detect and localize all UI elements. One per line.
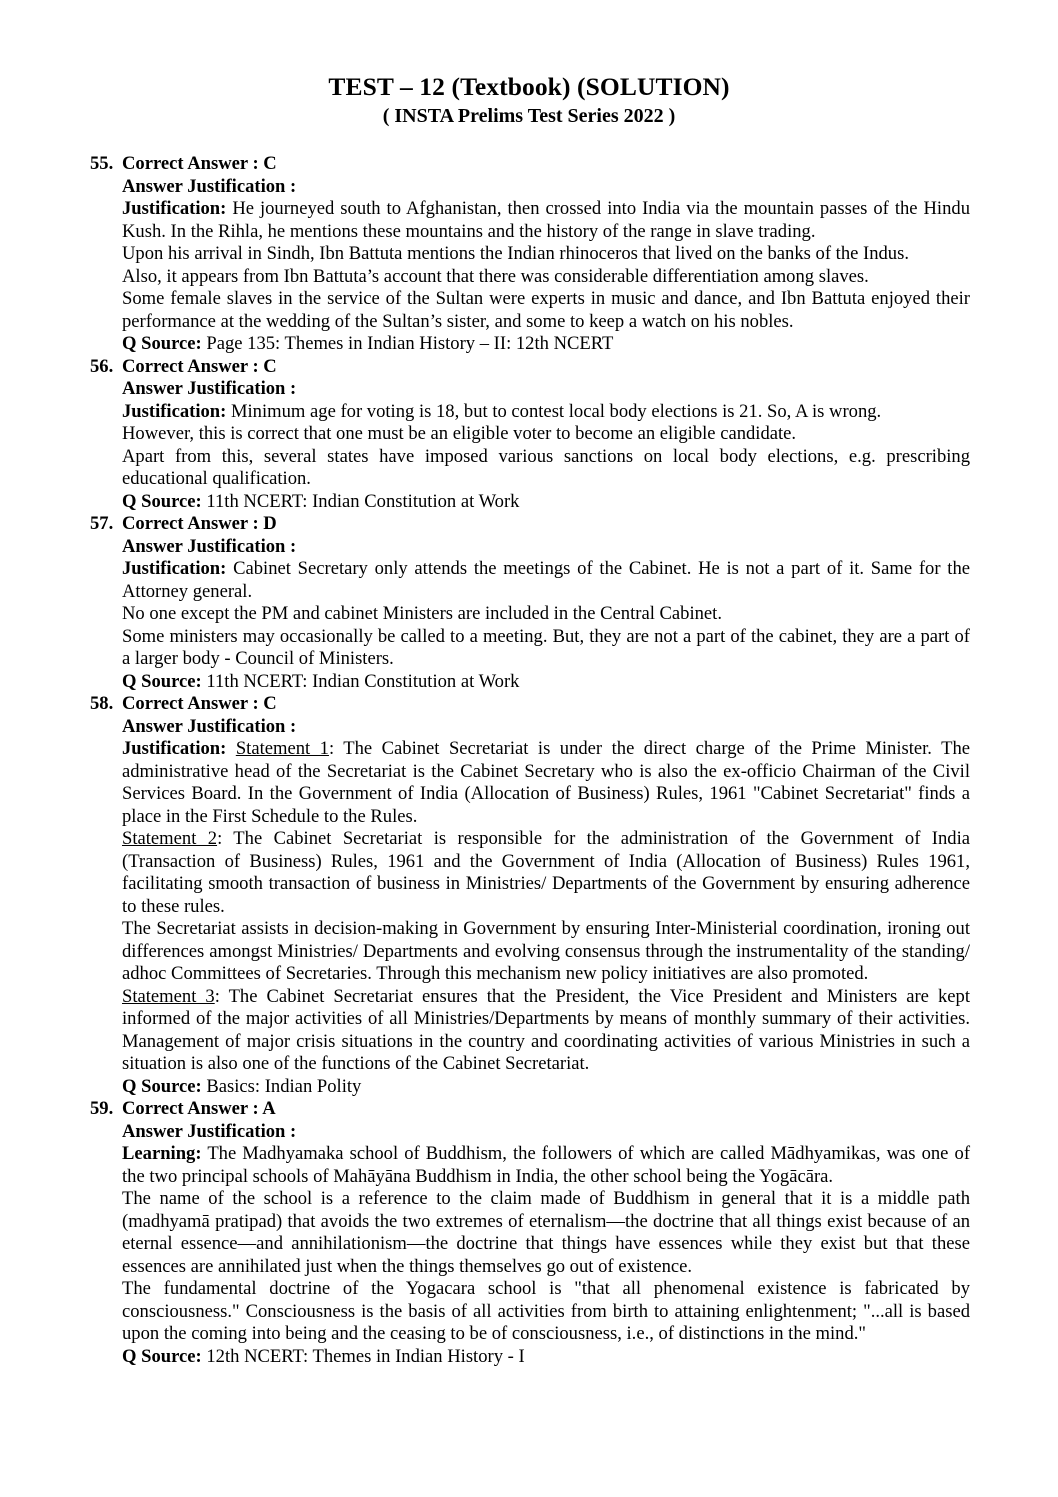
question-59 [90,1098,970,1368]
correct-answer-line [90,1098,970,1121]
correct-answer-line [90,356,970,379]
correct-answer-line [90,513,970,536]
question-number: 56. [90,355,114,377]
solutions-list [90,153,970,1368]
q-source-label: Q Source: [122,670,202,692]
paragraph: The fundamental doctrine of the Yogacara school is "that all phenomenal existence is fabricated by consciousness." Consciousness is the basis of all activities from birth to attaining enlightenment; "...all is based upon the coming into being and the ceasing to be of consciousness, i.e., of distinctions in the mind." [122,1278,970,1344]
statement-label: Statement 2 [122,828,218,849]
justification-paragraph: Justification: He journeyed south to Afghanistan, then crossed into India via the mountain passes of the Hindu Kush. In the Rihla, he mentions these mountains and the history of the range in slave trading. [122,198,970,242]
learning-paragraph: Learning: The Madhyamaka school of Buddhism, the followers of which are called Mādhyamikas, was one of the two principal schools of Mahāyāna Buddhism in India, the other school being the Yogācāra. [122,1143,971,1187]
document-subtitle: ( INSTA Prelims Test Series 2022 ) [382,105,676,127]
correct-answer: Correct Answer : C [122,355,277,377]
justification-paragraph: Justification: Cabinet Secretary only attends the meetings of the Cabinet. He is not a part of it. Same for the Attorney general. [122,558,970,602]
justification-label: Justification: [122,400,227,422]
question-source: Q Source: Page 135: Themes in Indian History – II: 12th NCERT [122,333,614,354]
statement-label: Statement 3 [122,985,215,1007]
q-source-label: Q Source: [122,333,202,354]
justification-paragraph: Justification: Minimum age for voting is 18, but to contest local body elections is 21. So, A is wrong. [122,400,882,422]
paragraph: The name of the school is a reference to the claim made of Buddhism in general that it is a middle path (madhyamā pratipad) that avoids the two extremes of eternalism—the doctrine that all things exist because of an eternal essence—and annihilationism—the doctrine that things have essences while they exist but that these essences are annihilated just when the things themselves go out of existence. [122,1188,970,1277]
question-source: Q Source: 11th NCERT: Indian Constitution at Work [122,490,520,512]
paragraph: However, this is correct that one must be an eligible voter to become an eligible candidate. [122,423,797,444]
answer-justification-heading: Answer Justification : [122,1120,297,1142]
answer-justification-heading: Answer Justification : [122,378,297,399]
answer-justification-heading: Answer Justification : [122,535,297,557]
paragraph: Upon his arrival in Sindh, Ibn Battuta mentions the Indian rhinoceros that lived on the banks of the Indus. [122,243,909,264]
statement-1-paragraph: Justification: Statement 1: The Cabinet Secretariat is under the direct charge of the Prime Minister. The administrative head of the Secretariat is the Cabinet Secretary who is also the ex-officio Chairman of the Civil Services Board. In the Government of India (Allocation of Business) Rules, 1961 "Cabinet Secretariat" finds a place in the First Schedule to the Rules. [122,738,970,827]
correct-answer-line [90,153,970,176]
justification-label: Justification: [122,198,227,219]
paragraph: Some ministers may occasionally be called to a meeting. But, they are not a part of the cabinet, they are a part of a larger body - Council of Ministers. [122,625,970,669]
question-58 [90,693,970,1098]
q-source-label: Q Source: [122,1075,202,1097]
justification-label: Justification: [122,738,227,759]
paragraph: Some female slaves in the service of the Sultan were experts in music and dance, and Ibn Battuta enjoyed their performance at the wedding of the Sultan’s sister, and some to keep a watch on his nobles. [122,288,970,332]
question-number: 55. [90,153,114,174]
question-56 [90,356,970,514]
document-header [0,72,1058,129]
correct-answer: Correct Answer : A [122,1098,276,1119]
question-source: Q Source: Basics: Indian Polity [122,1075,362,1097]
paragraph: Also, it appears from Ibn Battuta’s account that there was considerable differentiation among slaves. [122,265,869,287]
correct-answer: Correct Answer : C [122,153,277,174]
question-number: 58. [90,693,114,714]
statement-label: Statement 1 [235,738,329,759]
correct-answer: Correct Answer : C [122,693,277,714]
question-57 [90,513,970,693]
answer-justification-heading: Answer Justification : [122,715,297,737]
statement-2-paragraph: Statement 2: The Cabinet Secretariat is responsible for the administration of the Government of India (Transaction of Business) Rules, 1961 and the Government of India (Allocation of Business) Rules 1961, facilitating smooth transaction of business in Ministries/ Departments of the Government by ensuring adherence to these rules. [122,828,970,917]
paragraph: Apart from this, several states have imposed various sanctions on local body elections, e.g. prescribing educational qualification. [122,445,970,489]
question-number: 57. [90,513,114,534]
document-title: TEST – 12 (Textbook) (SOLUTION) [328,72,730,101]
answer-justification-heading: Answer Justification : [122,175,297,197]
paragraph: The Secretariat assists in decision-making in Government by ensuring Inter-Ministerial coordination, ironing out differences amongst Ministries/ Departments and evolving consensus through the instrumentality of the standing/ adhoc Committees of Secretaries. Through this mechanism new policy initiatives are also promoted. [122,918,970,984]
statement-3-paragraph: Statement 3: The Cabinet Secretariat ensures that the President, the Vice President and Ministers are kept informed of the major activities of all Ministries/Departments by means of monthly summary of their activities. Management of major crisis situations in the country and coordinating activities of various Ministries in such a situation is also one of the functions of the Cabinet Secretariat. [122,985,970,1074]
question-55 [90,153,970,356]
q-source-label: Q Source: [122,1345,202,1367]
question-source: Q Source: 11th NCERT: Indian Constitution at Work [122,670,520,692]
learning-label: Learning: [122,1143,202,1164]
paragraph: No one except the PM and cabinet Ministers are included in the Central Cabinet. [122,603,722,624]
question-source: Q Source: 12th NCERT: Themes in Indian History - I [122,1345,525,1367]
q-source-label: Q Source: [122,490,202,512]
question-number: 59. [90,1098,114,1119]
correct-answer: Correct Answer : D [122,513,277,534]
correct-answer-line [90,693,970,716]
justification-label: Justification: [122,558,227,579]
